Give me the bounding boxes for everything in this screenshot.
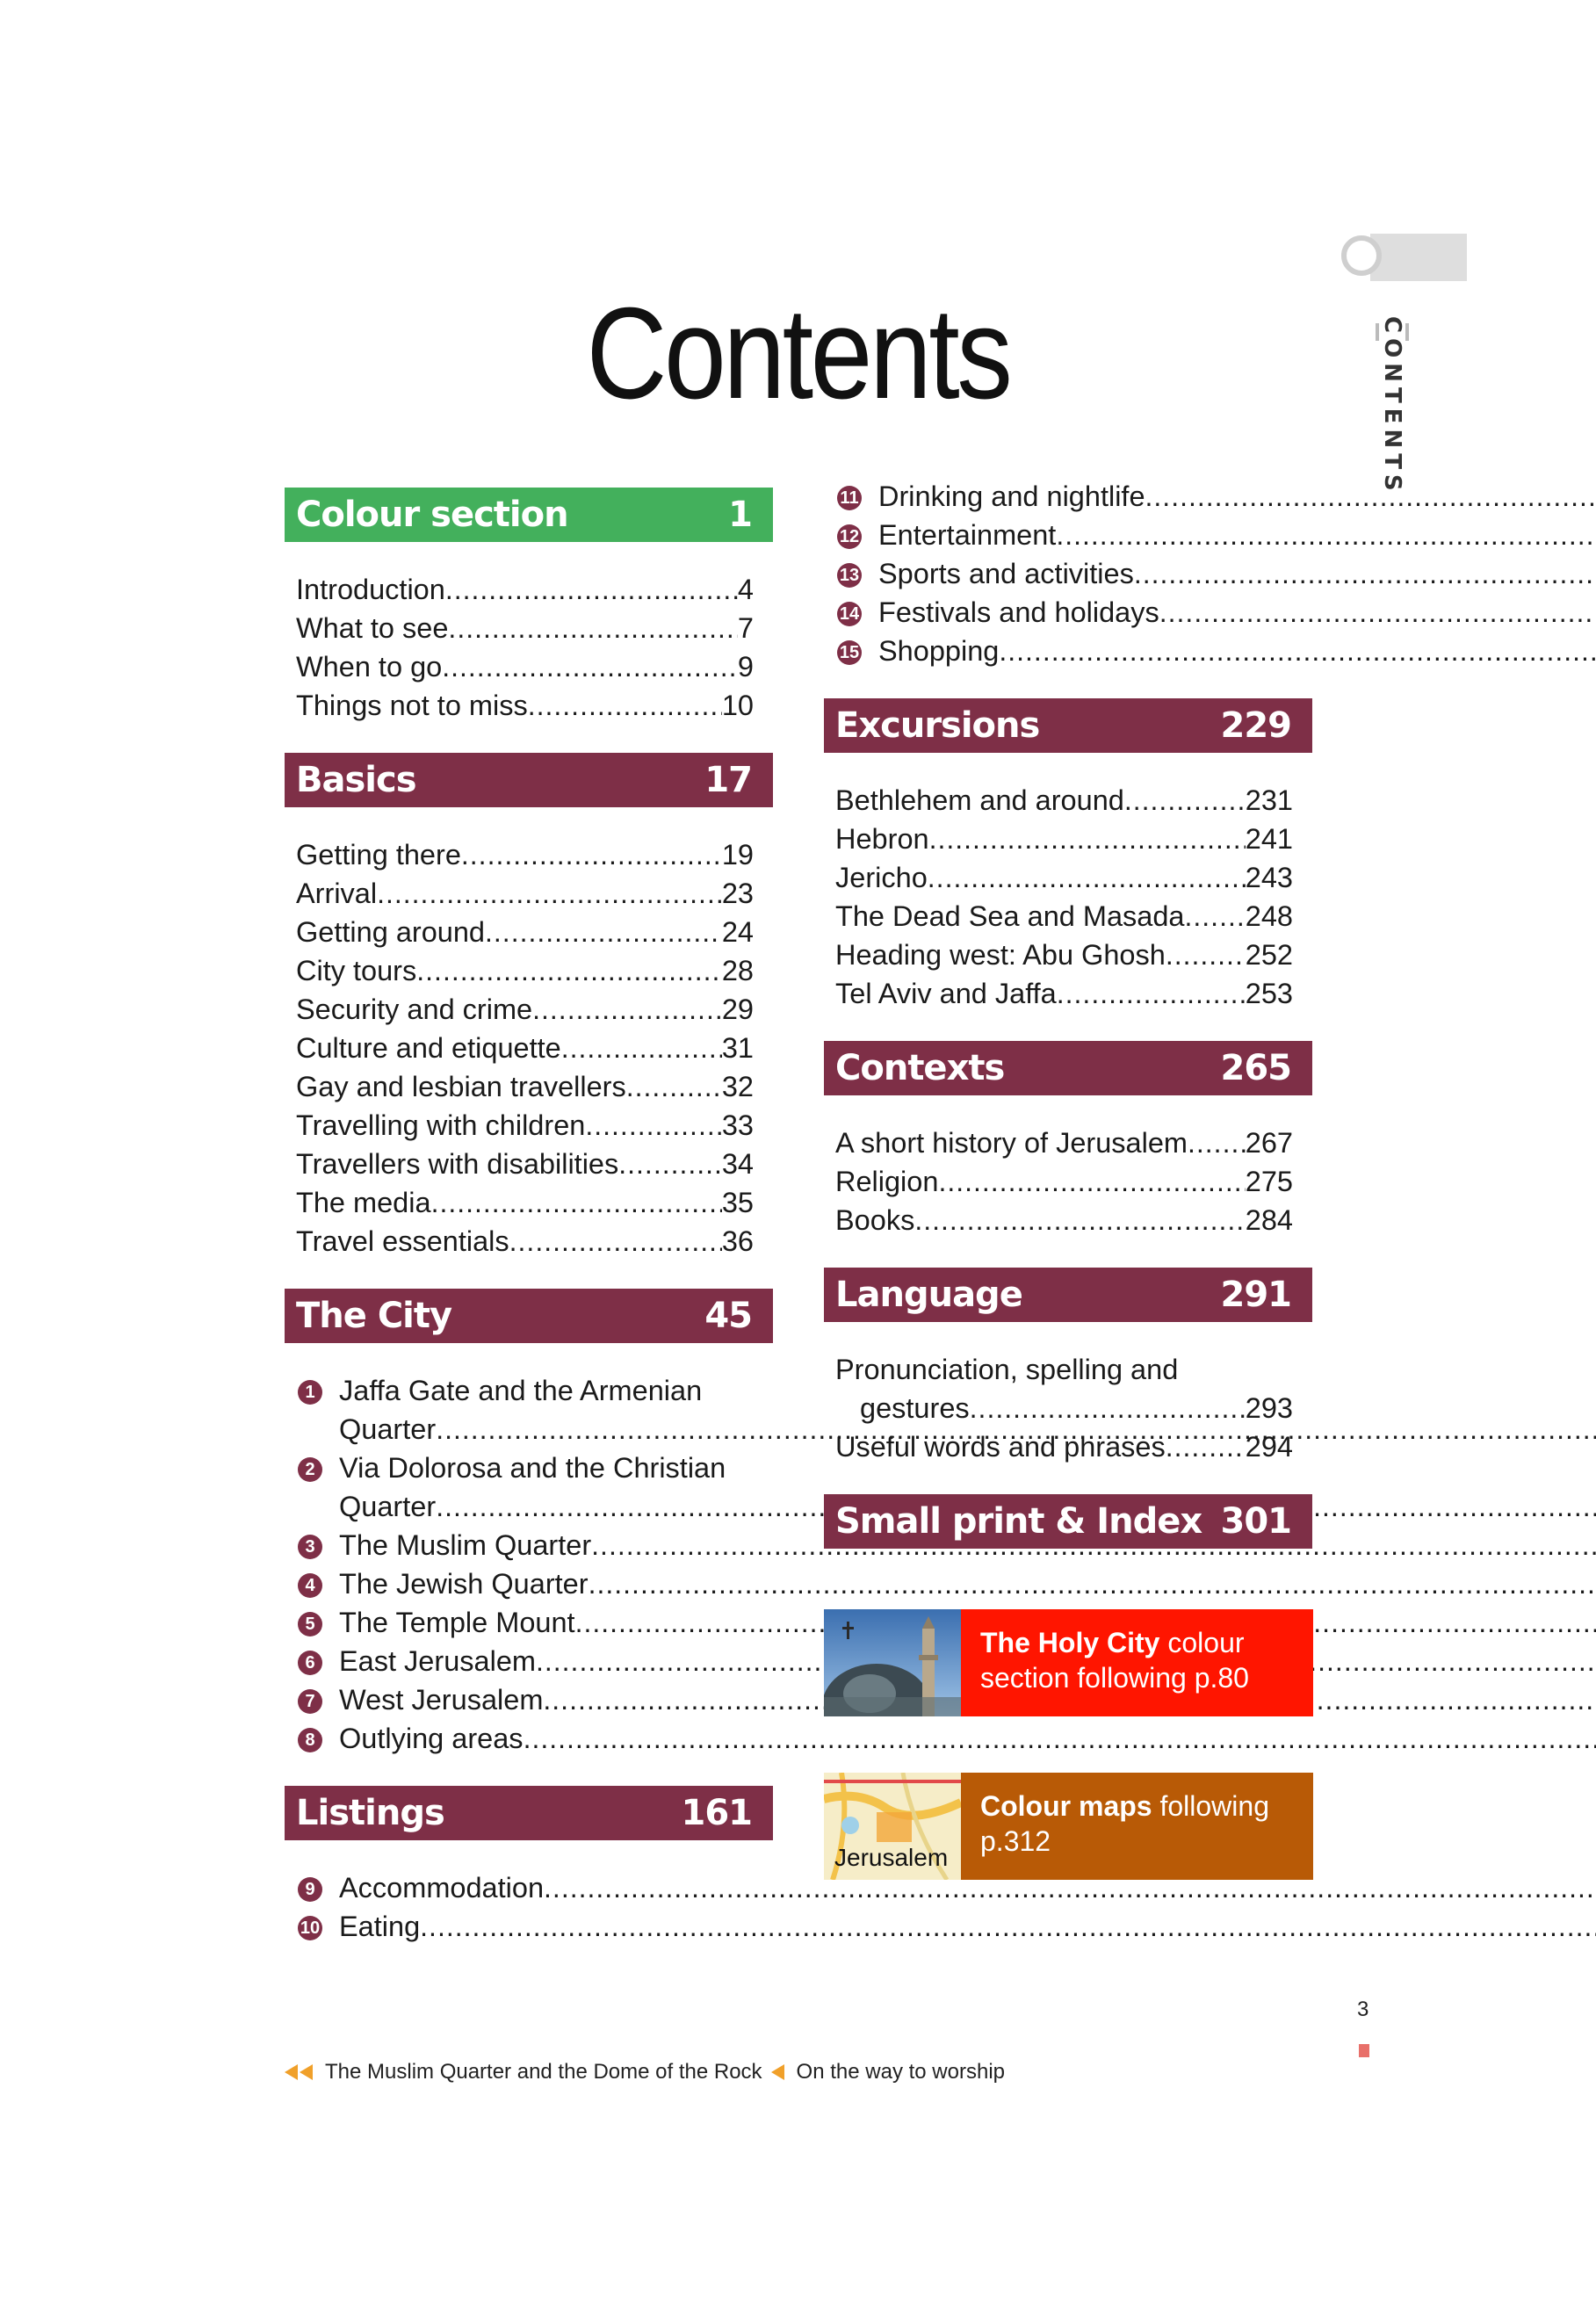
leader-dots [1166, 936, 1246, 974]
toc-entry-label: The Dead Sea and Masada [835, 900, 1185, 932]
leader-dots [938, 1162, 1245, 1201]
toc-entry-page: 243 [1245, 862, 1293, 893]
section-page: 301 [1220, 1501, 1291, 1542]
toc-entry[interactable] [835, 1201, 1293, 1239]
leader-dots [1145, 477, 1596, 516]
toc-entry-page: 29 [721, 993, 754, 1025]
chapter-number-badge: 12 [837, 524, 862, 549]
toc-entry[interactable] [296, 686, 754, 725]
toc-entry-line [339, 1564, 1596, 1603]
section-header-basics[interactable] [285, 753, 773, 807]
toc-entry[interactable] [296, 570, 754, 609]
toc-entry[interactable] [296, 1449, 754, 1526]
toc-entry-label: The Temple Mount [339, 1607, 575, 1638]
chapter-number-badge: 14 [837, 602, 862, 626]
toc-entry-label: Tel Aviv and Jaffa [835, 978, 1057, 1009]
toc-entry-label: Pronunciation, spelling and [835, 1354, 1179, 1385]
leader-dots [528, 686, 722, 725]
toc-entry[interactable] [296, 1564, 754, 1603]
toc-entry-page: 33 [721, 1109, 754, 1141]
leader-dots [431, 1183, 722, 1222]
chapter-number-badge: 6 [298, 1651, 322, 1675]
toc-entry-body [339, 1719, 1596, 1758]
toc-entry-body [878, 477, 1596, 516]
toc-entry-label: The Muslim Quarter [339, 1529, 592, 1561]
section-page: 229 [1220, 705, 1291, 746]
toc-entry-page: 252 [1245, 939, 1293, 971]
toc-entry-page: 241 [1245, 823, 1293, 855]
toc-entry[interactable] [835, 1162, 1293, 1201]
leader-dots [1124, 781, 1246, 820]
section-title: Contexts [835, 1048, 1005, 1088]
section-header-listings[interactable] [285, 1786, 773, 1840]
toc-entry-label-cont: Quarter [339, 1491, 437, 1522]
chapter-number-badge: 7 [298, 1689, 322, 1714]
section-header-excursions[interactable] [824, 698, 1312, 753]
toc-entry[interactable] [835, 593, 1293, 632]
toc-entry-page: 7 [737, 612, 754, 644]
leader-dots [448, 609, 738, 647]
chapter-number-badge: 5 [298, 1612, 322, 1636]
leader-dots [626, 1067, 722, 1106]
leader-dots [999, 632, 1596, 670]
leader-dots [509, 1222, 722, 1261]
toc-entry-label: Heading west: Abu Ghosh [835, 939, 1166, 971]
photo-caption [285, 2060, 1005, 2084]
chapter-number-badge: 2 [298, 1457, 322, 1482]
leader-dots [618, 1145, 722, 1183]
toc-entry-label-cont: Quarter [339, 1413, 437, 1445]
toc-entry[interactable] [296, 1183, 754, 1222]
leader-dots [442, 647, 738, 686]
promo-rest: colour [1159, 1627, 1245, 1658]
toc-entry-label: Security and crime [296, 993, 533, 1025]
toc-entry-label: Via Dolorosa and the Christian [339, 1452, 726, 1484]
section-title: Language [835, 1275, 1022, 1315]
toc-entry-label: Sports and activities [878, 558, 1134, 589]
toc-entry-label: Bethlehem and around [835, 784, 1124, 816]
basics-entries [285, 807, 773, 1261]
leader-dots [585, 1106, 721, 1145]
toc-entry[interactable] [296, 1222, 754, 1261]
toc-entry-page: 275 [1245, 1166, 1293, 1197]
toc-entry-page: 231 [1245, 784, 1293, 816]
leader-dots [377, 874, 722, 913]
toc-entry-page: 24 [721, 916, 754, 948]
promo-holy-city-text [961, 1609, 1313, 1716]
toc-entry-label: The media [296, 1187, 431, 1218]
toc-entry-body [339, 1564, 1596, 1603]
toc-entry-body [878, 554, 1596, 593]
toc-entry-label: Outlying areas [339, 1723, 524, 1754]
toc-entry-label: Festivals and holidays [878, 596, 1159, 628]
toc-entry-label: A short history of Jerusalem [835, 1127, 1188, 1159]
toc-entry-label: Arrival [296, 878, 378, 909]
toc-entry-label: Useful words and phrases [835, 1431, 1166, 1463]
language-entries [824, 1322, 1312, 1466]
toc-entry[interactable] [835, 897, 1293, 936]
section-page: 1 [728, 495, 752, 535]
toc-entry[interactable] [835, 820, 1293, 858]
toc-entry-page: 32 [721, 1071, 754, 1102]
toc-entry-label: East Jerusalem [339, 1645, 536, 1677]
leader-dots [1159, 593, 1596, 632]
toc-entry-page: 31 [721, 1032, 754, 1064]
section-page: 265 [1220, 1048, 1291, 1088]
leader-dots [461, 835, 722, 874]
listings-entries-continued [824, 477, 1312, 670]
section-title: Basics [296, 760, 416, 800]
toc-entry[interactable] [296, 835, 754, 874]
arrow-left-icon [771, 2064, 784, 2080]
promo-line2: p.312 [980, 1825, 1051, 1857]
toc-entry-page: 248 [1245, 900, 1293, 932]
toc-entry-page: 35 [721, 1187, 754, 1218]
jerusalem-map-thumbnail [824, 1773, 961, 1880]
toc-entry-label: Culture and etiquette [296, 1032, 561, 1064]
leader-dots [524, 1719, 1596, 1758]
toc-entry-label: gestures [860, 1392, 970, 1424]
toc-entry-label: Accommodation [339, 1872, 545, 1904]
toc-entry-page: 284 [1245, 1204, 1293, 1236]
toc-entry[interactable] [296, 1067, 754, 1106]
leader-dots [928, 858, 1246, 897]
toc-entry[interactable] [835, 554, 1293, 593]
toc-entry-label: Things not to miss [296, 690, 528, 721]
toc-entry-label: West Jerusalem [339, 1684, 544, 1716]
toc-entry-label: The Jewish Quarter [339, 1568, 589, 1600]
chapter-number-badge: 1 [298, 1380, 322, 1405]
toc-entry-label: Hebron [835, 823, 929, 855]
toc-entry-body [339, 1907, 1596, 1946]
toc-entry[interactable] [296, 990, 754, 1029]
section-title: Colour section [296, 495, 568, 535]
toc-entry-label: Introduction [296, 574, 445, 605]
holy-city-photo [824, 1609, 961, 1716]
toc-entry-label: Jericho [835, 862, 928, 893]
toc-entry-page: 34 [721, 1148, 754, 1180]
toc-entry-label: Getting there [296, 839, 461, 871]
caption-part2: On the way to worship [796, 2060, 1005, 2084]
leader-dots [929, 820, 1246, 858]
toc-entry[interactable] [296, 913, 754, 951]
leader-dots [1134, 554, 1596, 593]
toc-entry-label: Drinking and nightlife [878, 480, 1145, 512]
leader-dots [445, 570, 738, 609]
toc-entry-page: 4 [737, 574, 754, 605]
map-label: Jerusalem [834, 1844, 949, 1871]
promo-bold: The Holy City [980, 1627, 1160, 1658]
toc-entry[interactable] [296, 1868, 754, 1907]
leader-dots [914, 1201, 1245, 1239]
toc-entry-label: What to see [296, 612, 449, 644]
toc-entry-label: Travellers with disabilities [296, 1148, 619, 1180]
toc-entry[interactable] [296, 1106, 754, 1145]
toc-entry[interactable] [296, 1371, 754, 1449]
chapter-number-badge: 4 [298, 1573, 322, 1598]
leader-dots [420, 1907, 1596, 1946]
toc-entry[interactable] [835, 974, 1293, 1013]
toc-entry-page: 19 [721, 839, 754, 871]
toc-entry[interactable] [296, 609, 754, 647]
toc-entry-page: 253 [1245, 978, 1293, 1009]
leader-dots [485, 913, 722, 951]
toc-entry-label: Travel essentials [296, 1225, 509, 1257]
promo-line2: section following p.80 [980, 1662, 1249, 1694]
toc-entry-line [339, 1719, 1596, 1758]
promo-colour-maps-text [961, 1773, 1313, 1880]
leader-dots [416, 951, 722, 990]
chapter-number-badge: 3 [298, 1535, 322, 1559]
chapter-number-badge: 9 [298, 1877, 322, 1902]
toc-entry-label: City tours [296, 955, 417, 986]
toc-entry-label: Travelling with children [296, 1109, 586, 1141]
section-title: The City [296, 1296, 452, 1336]
caption-part1: The Muslim Quarter and the Dome of the Rock [325, 2060, 762, 2084]
toc-entry[interactable] [835, 858, 1293, 897]
listings-entries [285, 1840, 773, 1946]
toc-entry[interactable] [296, 1642, 754, 1680]
leader-dots [1166, 1427, 1246, 1466]
leader-dots [589, 1564, 1596, 1603]
section-header-contexts[interactable] [824, 1041, 1312, 1095]
promo-holy-city[interactable] [824, 1609, 1313, 1716]
toc-entry[interactable] [296, 647, 754, 686]
toc-entry-page: 10 [721, 690, 754, 721]
section-header-city[interactable] [285, 1289, 773, 1343]
section-title: Small print & Index [835, 1501, 1202, 1542]
toc-entry-page: 23 [721, 878, 754, 909]
toc-entry-body [878, 632, 1596, 670]
chapter-number-badge: 15 [837, 640, 862, 665]
leader-dots [1057, 974, 1246, 1013]
toc-entry-label: Books [835, 1204, 915, 1236]
toc-entry-label: Getting around [296, 916, 486, 948]
arrow-left-icon [300, 2064, 313, 2080]
toc-entry[interactable] [296, 1526, 754, 1564]
toc-entry[interactable] [835, 1427, 1293, 1466]
promo-rest: following [1152, 1790, 1269, 1822]
arrow-left-icon [285, 2064, 298, 2080]
toc-entry-page: 36 [721, 1225, 754, 1257]
toc-entry[interactable] [835, 936, 1293, 974]
toc-entry-page: 294 [1245, 1431, 1293, 1463]
toc-entry[interactable] [296, 1029, 754, 1067]
contents-right-column [824, 477, 1312, 1549]
toc-entry-page: 293 [1245, 1392, 1293, 1424]
section-title: Excursions [835, 705, 1040, 746]
section-header-language[interactable] [824, 1268, 1312, 1322]
toc-entry-line [339, 1907, 1596, 1946]
section-page: 45 [704, 1296, 752, 1336]
excursions-entries [824, 753, 1312, 1013]
toc-entry[interactable] [296, 951, 754, 990]
toc-entry[interactable] [835, 1123, 1293, 1162]
toc-entry[interactable] [835, 632, 1293, 670]
section-header-smallprint[interactable] [824, 1494, 1312, 1549]
toc-entry[interactable] [835, 781, 1293, 820]
toc-entry-page: 9 [737, 651, 754, 683]
chapter-number-badge: 10 [298, 1916, 322, 1940]
leader-dots [1188, 1123, 1246, 1162]
toc-entry-line [878, 632, 1596, 670]
toc-entry[interactable] [296, 1603, 754, 1642]
colour-entries [285, 542, 773, 725]
toc-entry-page: 267 [1245, 1127, 1293, 1159]
toc-entry[interactable] [835, 477, 1293, 516]
toc-entry-line [878, 477, 1596, 516]
page-marker [1359, 2044, 1369, 2057]
city-entries [285, 1343, 773, 1758]
toc-entry-line [878, 516, 1596, 554]
toc-entry[interactable] [296, 1907, 754, 1946]
section-page: 161 [681, 1793, 752, 1833]
section-title: Listings [296, 1793, 444, 1833]
toc-entry[interactable] [296, 1680, 754, 1719]
toc-entry-page: 28 [721, 955, 754, 986]
leader-dots [1185, 897, 1246, 936]
section-page: 17 [704, 760, 752, 800]
page-number: 3 [1357, 1998, 1369, 2021]
promo-bold: Colour maps [980, 1790, 1152, 1822]
toc-entry-label: Eating [339, 1911, 421, 1942]
leader-dots [561, 1029, 722, 1067]
toc-entry-label: Entertainment [878, 519, 1057, 551]
toc-entry-label: Religion [835, 1166, 939, 1197]
toc-entry-label: Jaffa Gate and the Armenian [339, 1375, 703, 1406]
toc-entry-label: When to go [296, 651, 443, 683]
toc-entry-label: Gay and lesbian travellers [296, 1071, 626, 1102]
toc-entry-body [878, 516, 1596, 554]
chapter-number-badge: 8 [298, 1728, 322, 1752]
toc-entry[interactable] [296, 1145, 754, 1183]
leader-dots [1056, 516, 1596, 554]
chapter-number-badge: 13 [837, 563, 862, 588]
promo-colour-maps[interactable] [824, 1773, 1313, 1880]
toc-entry-label: Shopping [878, 635, 1000, 667]
toc-entry-body [878, 593, 1596, 632]
contents-left-column [285, 488, 773, 1974]
chapter-number-badge: 11 [837, 486, 862, 510]
toc-entry-line [878, 593, 1596, 632]
toc-entry[interactable] [296, 874, 754, 913]
toc-entry[interactable] [835, 1389, 1293, 1427]
section-header-colour[interactable] [285, 488, 773, 542]
chapter-tab-circle-icon [1341, 235, 1382, 276]
contexts-entries [824, 1095, 1312, 1239]
side-tab-label: CONTENTS [1383, 316, 1409, 496]
toc-entry[interactable] [296, 1719, 754, 1758]
toc-entry-line [878, 554, 1596, 593]
toc-entry[interactable] [835, 516, 1293, 554]
leader-dots [532, 990, 722, 1029]
leader-dots [970, 1389, 1246, 1427]
page-title: Contents [586, 281, 1010, 426]
section-page: 291 [1220, 1275, 1291, 1315]
chapter-tab-bar [1370, 234, 1467, 281]
